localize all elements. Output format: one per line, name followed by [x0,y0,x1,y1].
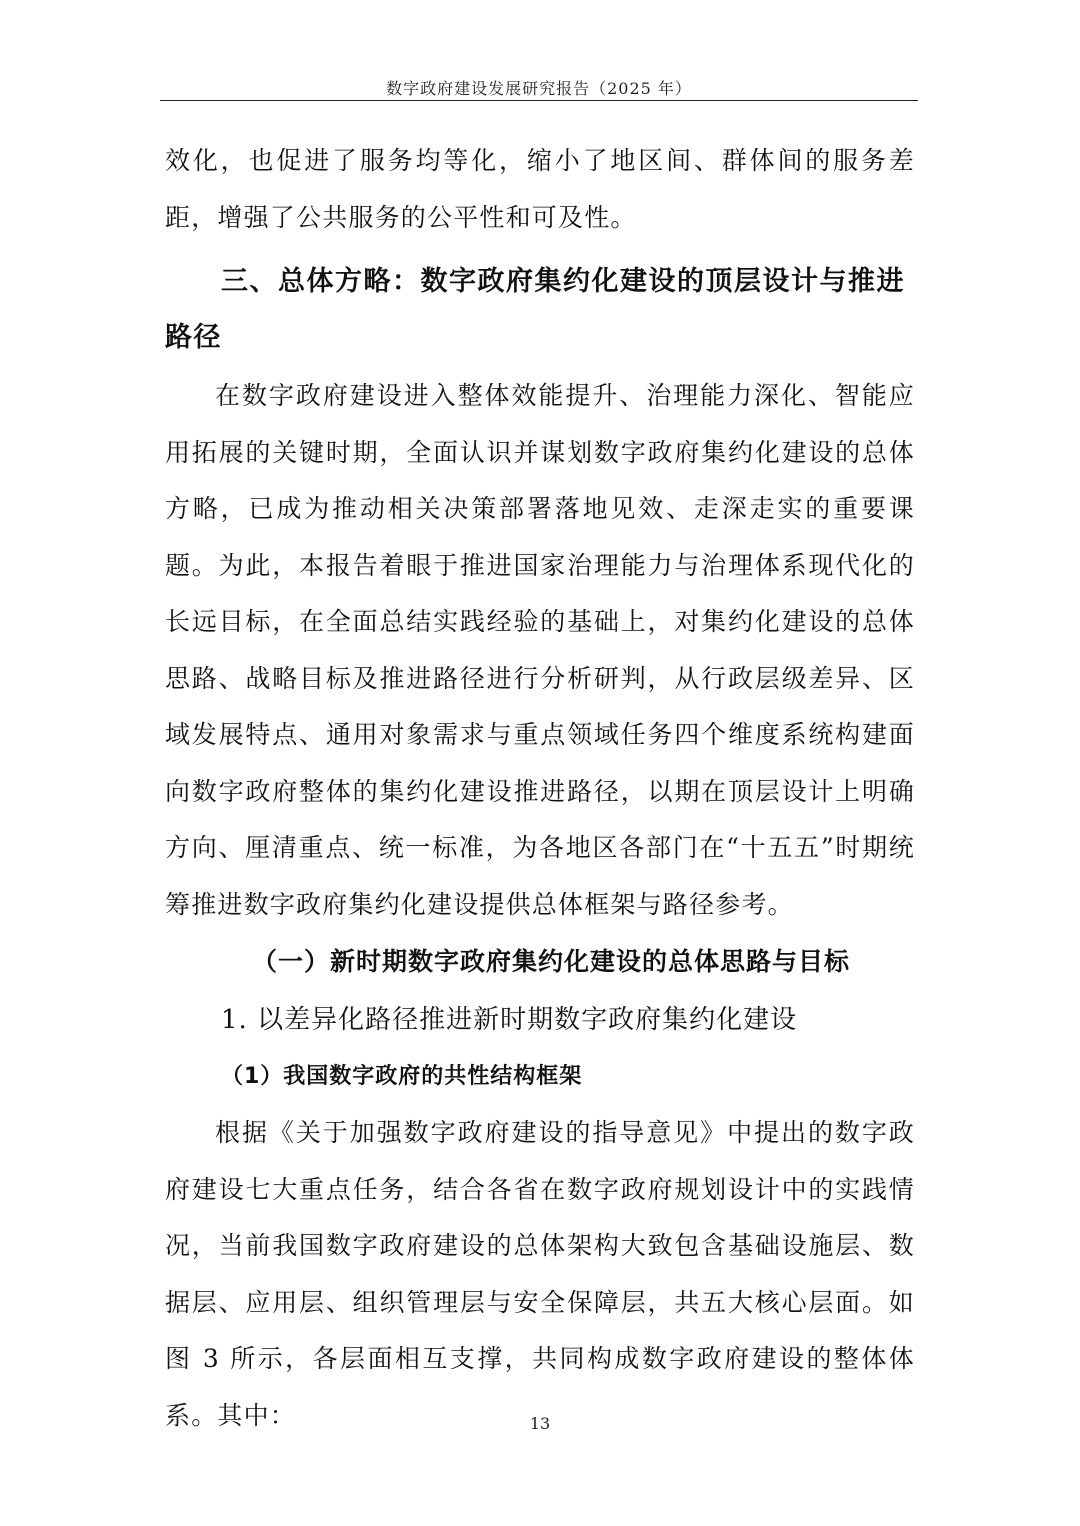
running-header: 数字政府建设发展研究报告（2025 年） [386,79,692,98]
section-heading: 三、总体方略：数字政府集约化建设的顶层设计与推进路径 [165,266,905,353]
header-rule [160,100,918,101]
paragraph-continued: 效化，也促进了服务均等化，缩小了地区间、群体间的服务差距，增强了公共服务的公平性和可及性。 [165,146,915,232]
paragraph-framework: 根据《关于加强数字政府建设的指导意见》中提出的数字政府建设七大重点任务，结合各省在数字政府规划设计中的实践情况，当前我国数字政府建设的总体架构大致包含基础设施层、数据层、应用层、组织管理层与安全保障层，共五大核心层面。如图 3 所示，各层面相互支撑，共同构成数字政府建设的整体体系。其中： [165,1118,915,1430]
page-number: 13 [529,1414,551,1433]
paragraph-intro: 在数字政府建设进入整体效能提升、治理能力深化、智能应用拓展的关键时期，全面认识并谋划数字政府集约化建设的总体方略，已成为推动相关决策部署落地见效、走深走实的重要课题。为此，本报告着眼于推进国家治理能力与治理体系现代化的长远目标，在全面总结实践经验的基础上，对集约化建设的总体思路、战略目标及推进路径进行分析研判，从行政层级差异、区域发展特点、通用对象需求与重点领域任务四个维度系统构建面向数字政府整体的集约化建设推进路径，以期在顶层设计上明确方向、厘清重点、统一标准，为各地区各部门在“十五五”时期统筹推进数字政府集约化建设提供总体框架与路径参考。 [165,381,915,919]
item-heading: 1. 以差异化路径推进新时期数字政府集约化建设 [221,1005,798,1035]
page-body [165,133,915,1444]
subsection-heading: （一）新时期数字政府集约化建设的总体思路与目标 [251,947,850,976]
subitem-heading: （1）我国数字政府的共性结构框架 [221,1064,583,1089]
